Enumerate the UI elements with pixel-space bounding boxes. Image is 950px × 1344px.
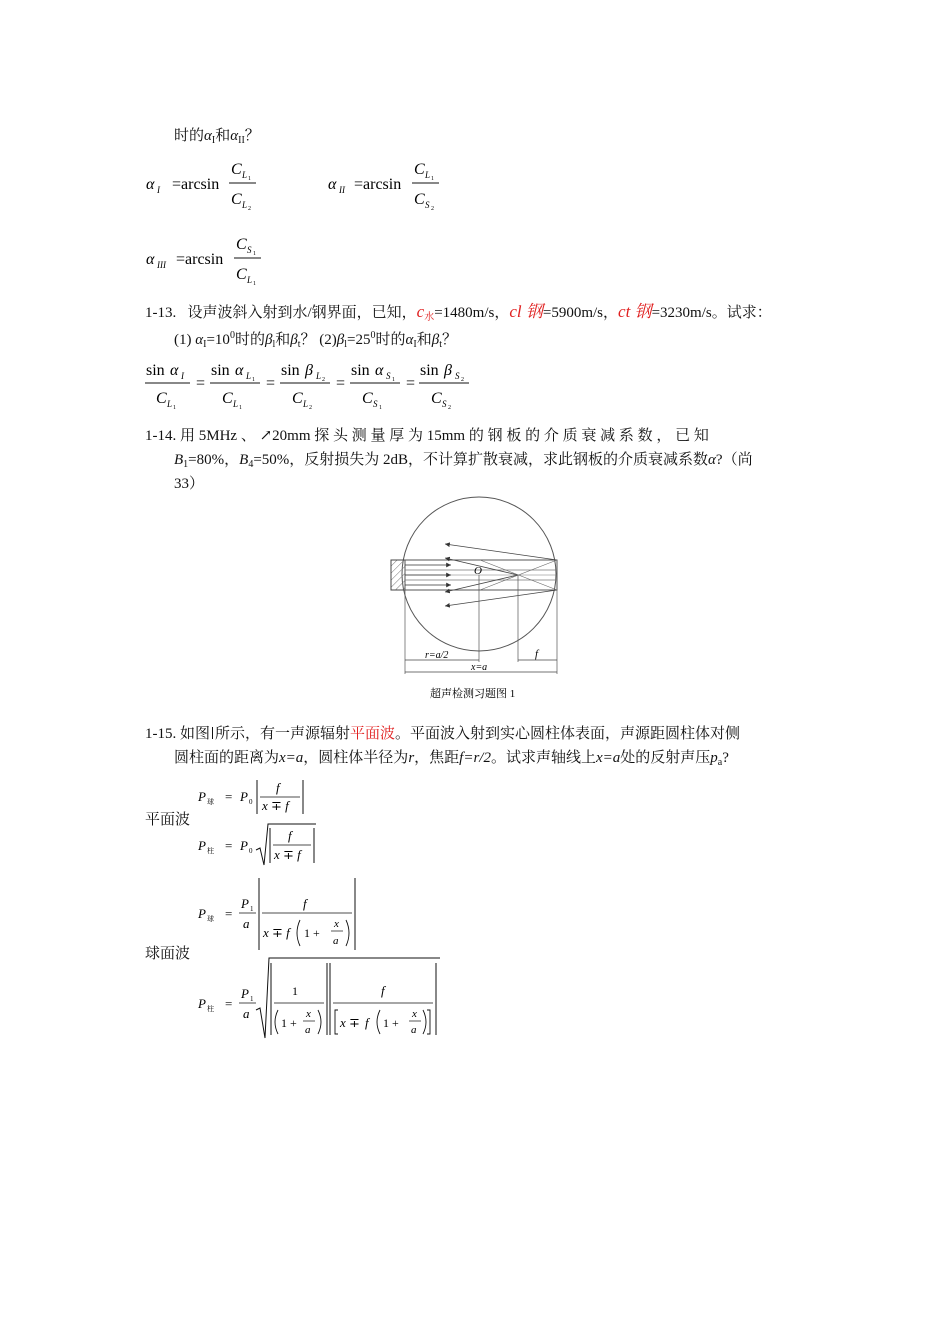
p-symbol: P xyxy=(240,789,248,804)
subsubscript: 2 xyxy=(309,405,312,411)
formula-den: C xyxy=(231,191,242,208)
subscript: II xyxy=(238,135,245,146)
text-fragment: 所示，有一声源辐射 xyxy=(215,726,351,742)
equals-sign: = xyxy=(225,906,233,921)
formula-lhs: α xyxy=(146,251,155,268)
subscript: 0 xyxy=(249,798,253,806)
subscript: I xyxy=(413,339,417,350)
subscript: I xyxy=(203,339,207,350)
sin-text: sin xyxy=(211,362,230,379)
formula-alpha-iii xyxy=(146,236,261,287)
subscript: S xyxy=(373,399,378,409)
question-1-14-line1 xyxy=(145,424,709,448)
text-fragment: 33） xyxy=(174,476,205,492)
p-symbol: P xyxy=(241,896,249,911)
snell-term-2 xyxy=(210,362,260,411)
subscript: I xyxy=(181,371,184,381)
formula-num-sub: L xyxy=(242,170,248,180)
figure-caption: 超声检测习题图 1 xyxy=(430,688,516,700)
formula-num: C xyxy=(236,236,247,253)
paren xyxy=(377,1010,380,1034)
c-water-value: =1480m/s， xyxy=(434,305,510,321)
superscript: 0 xyxy=(229,330,235,341)
snell-term-5 xyxy=(419,362,469,411)
formula-alpha-i xyxy=(146,161,256,212)
alpha-symbol: α xyxy=(195,332,204,348)
question-number: 1-14. xyxy=(145,428,177,444)
plane-wave-highlight: 平面波 xyxy=(350,726,396,742)
subscript: 1 xyxy=(183,459,189,470)
beta-symbol: β xyxy=(444,362,452,379)
subscript: S xyxy=(386,371,391,381)
text-fragment: ？ (2) xyxy=(300,332,337,348)
sin-text: sin xyxy=(281,362,300,379)
sin-text: sin xyxy=(420,362,439,379)
formula-num-subsub: 1 xyxy=(248,176,251,182)
formula-den: C xyxy=(236,266,247,283)
snell-term-3 xyxy=(280,362,330,411)
subscript: a xyxy=(717,757,723,768)
bracket xyxy=(427,1010,430,1034)
formula-den-subsub: 2 xyxy=(248,206,251,212)
formula-num-sub: L xyxy=(425,170,431,180)
subsubscript: 2 xyxy=(448,405,451,411)
a-symbol: a xyxy=(411,1024,417,1036)
plane-ball-formula xyxy=(197,780,303,814)
plane-column-formula xyxy=(197,824,316,865)
formula-num: C xyxy=(414,161,425,178)
question-1-15-line1 xyxy=(145,722,740,746)
math-fragment: f=r/2 xyxy=(459,750,491,766)
x-symbol: x xyxy=(306,1008,311,1020)
one: 1 xyxy=(292,984,298,998)
text-fragment: ，圆柱体半径为 xyxy=(303,750,409,766)
subscript: I xyxy=(211,135,216,146)
alpha-symbol: α xyxy=(230,128,239,144)
text-fragment: 时的 xyxy=(375,332,406,348)
a-symbol: a xyxy=(305,1024,311,1036)
text-fragment: =80%， xyxy=(188,452,240,468)
equals-sign: = xyxy=(225,789,233,804)
p-symbol: P xyxy=(198,838,206,853)
c-symbol: C xyxy=(222,390,233,407)
text-fragment: 圆柱面的距离为 xyxy=(174,750,280,766)
subscript: 0 xyxy=(249,847,253,855)
text-fragment: 如图 xyxy=(180,726,211,742)
prev-question-tail xyxy=(174,124,260,153)
text-fragment: 用 5MHz 、 ↗20mm 探 头 测 量 厚 为 15mm 的 钢 板 的 介 质 衰 减 系 数 ， 已 知 xyxy=(180,428,709,444)
subscript: 水 xyxy=(424,312,435,323)
c-symbol: C xyxy=(156,390,167,407)
text-fragment: 和 xyxy=(215,128,231,144)
snell-law-formula xyxy=(140,352,480,418)
formula-num: C xyxy=(231,161,242,178)
text-fragment: ？ xyxy=(244,128,260,144)
subscript: l xyxy=(272,339,276,350)
sphere-column-formula xyxy=(197,958,440,1038)
text-fragment: 。平面波入射到实心圆柱体表面，声源距圆柱体对侧 xyxy=(395,726,741,742)
subscript: l xyxy=(344,339,348,350)
formula-lhs: α xyxy=(328,176,337,193)
subsubscript: 1 xyxy=(173,405,176,411)
subscript: 柱 xyxy=(207,847,214,855)
text-fragment: ，焦距 xyxy=(414,750,460,766)
reflected-ray xyxy=(445,590,557,606)
subscript: 球 xyxy=(207,798,214,806)
p-symbol: p xyxy=(710,750,718,766)
x-minus-plus: x ∓ xyxy=(340,1015,360,1030)
paren xyxy=(297,920,300,946)
paren xyxy=(318,1010,321,1034)
subscript: L xyxy=(316,371,322,381)
prev-answer-formulas xyxy=(140,152,480,292)
subscript: 1 xyxy=(250,905,254,913)
text-fragment: =10 xyxy=(206,332,230,348)
formula-num-subsub: 1 xyxy=(253,251,256,257)
figure-ref-mark xyxy=(212,727,213,739)
x-symbol: x xyxy=(334,918,339,930)
f-symbol: f xyxy=(288,828,292,843)
text-fragment: =25 xyxy=(347,332,371,348)
x-symbol: x xyxy=(412,1008,417,1020)
p-symbol: P xyxy=(241,986,249,1001)
cl-steel-value: =5900m/s， xyxy=(542,305,619,321)
subsubscript: 1 xyxy=(392,377,395,383)
c-water-symbol: c xyxy=(416,302,425,321)
text-fragment: ？ xyxy=(442,332,458,348)
formula-op: =arcsin xyxy=(176,251,224,268)
formula-op: =arcsin xyxy=(172,176,220,193)
subscript: t xyxy=(297,339,301,350)
text-fragment: 和 xyxy=(416,332,432,348)
center-label: O xyxy=(474,565,482,577)
a-symbol: a xyxy=(243,1006,250,1021)
text-fragment: 时的 xyxy=(174,128,205,144)
equals-sign: = xyxy=(266,375,276,392)
question-1-14-line3 xyxy=(174,472,204,496)
sin-text: sin xyxy=(146,362,165,379)
b-symbol: B xyxy=(239,452,249,468)
paren xyxy=(275,1010,278,1034)
math-fragment: x=a xyxy=(595,750,621,766)
subscript: 柱 xyxy=(207,1005,214,1013)
paren xyxy=(346,920,349,946)
formula-den-sub: L xyxy=(247,275,253,285)
one-plus: 1 + xyxy=(304,926,320,940)
p-symbol: P xyxy=(198,906,206,921)
f-symbol: f xyxy=(303,896,307,911)
subsubscript: 1 xyxy=(252,377,255,383)
ct-steel-value: =3230m/s。试求： xyxy=(651,305,772,321)
subsubscript: 1 xyxy=(239,405,242,411)
distance-label: x=a xyxy=(471,662,488,673)
sphere-wave-label: 球面波 xyxy=(145,946,191,962)
formula-den-subsub: 1 xyxy=(253,281,256,287)
question-number: 1-15. xyxy=(145,726,177,742)
alpha-symbol: α xyxy=(204,128,212,144)
subscript: L xyxy=(233,399,239,409)
alpha-symbol: α xyxy=(405,332,414,348)
cl-steel-symbol: cl 钢 xyxy=(509,302,543,321)
denominator: x ∓ f xyxy=(262,798,289,813)
beta-symbol: β xyxy=(336,332,345,348)
text-fragment: 。试求声轴线上 xyxy=(490,750,596,766)
superscript: 0 xyxy=(370,330,376,341)
alpha-symbol: α xyxy=(235,362,244,379)
formula-num-sub: S xyxy=(247,245,252,255)
text-fragment: (1) xyxy=(174,332,192,348)
formula-den-subsub: 2 xyxy=(431,206,434,212)
c-symbol: C xyxy=(362,390,373,407)
one-plus: 1 + xyxy=(281,1016,297,1030)
subsubscript: 2 xyxy=(322,377,325,383)
paren xyxy=(423,1010,426,1034)
formula-den-sub: L xyxy=(242,200,248,210)
subscript: S xyxy=(442,399,447,409)
equals-sign: = xyxy=(225,996,233,1011)
radius-label: r=a/2 xyxy=(425,650,449,661)
f-symbol: f xyxy=(381,983,385,998)
text-fragment: 设声波斜入射到水/钢界面，已知， xyxy=(187,305,417,321)
equals-sign: = xyxy=(196,375,206,392)
b-symbol: B xyxy=(174,452,184,468)
text-fragment: 处的反射声压 xyxy=(620,750,711,766)
p-symbol: P xyxy=(198,789,206,804)
alpha-symbol: α xyxy=(375,362,384,379)
reflected-ray xyxy=(445,544,557,560)
subscript: L xyxy=(303,399,309,409)
math-fragment: x=a xyxy=(279,750,304,766)
text-fragment: ? xyxy=(722,750,729,766)
formula-alpha-ii xyxy=(328,161,439,212)
subscript: 球 xyxy=(207,915,214,923)
beta-symbol: β xyxy=(305,362,313,379)
ct-steel-symbol: ct 钢 xyxy=(618,302,652,321)
text-fragment: ?（尚 xyxy=(715,452,753,468)
a-symbol: a xyxy=(243,916,250,931)
text-fragment: =50%，反射损失为 2dB，不计算扩散衰减，求此钢板的介质衰减系数 xyxy=(253,452,709,468)
beta-symbol: β xyxy=(290,332,298,348)
formula-lhs-sub: III xyxy=(157,260,166,270)
formula-den: C xyxy=(414,191,425,208)
subsubscript: 2 xyxy=(461,377,464,383)
snell-term-1 xyxy=(145,362,190,411)
math-fragment: r xyxy=(408,750,415,766)
subscript: t xyxy=(439,339,442,350)
alpha-symbol: α xyxy=(708,452,716,468)
focal-label: f xyxy=(535,648,539,660)
equals-sign: = xyxy=(336,375,346,392)
subsubscript: 1 xyxy=(379,405,382,411)
subscript: L xyxy=(246,371,252,381)
text-fragment: 和 xyxy=(275,332,291,348)
sin-text: sin xyxy=(351,362,370,379)
bracket xyxy=(335,1010,338,1034)
equals-sign: = xyxy=(406,375,416,392)
p-symbol: P xyxy=(240,838,248,853)
formula-den-sub: S xyxy=(425,200,430,210)
beta-symbol: β xyxy=(431,332,440,348)
c-symbol: C xyxy=(431,390,442,407)
formula-lhs-sub: II xyxy=(339,185,345,195)
equals-sign: = xyxy=(225,838,233,853)
subscript: L xyxy=(167,399,173,409)
p-symbol: P xyxy=(198,996,206,1011)
question-1-14-line2 xyxy=(174,448,753,477)
f-symbol: f xyxy=(276,780,280,795)
ultrasonic-figure xyxy=(385,494,575,704)
subscript: 1 xyxy=(250,995,254,1003)
snell-term-4 xyxy=(350,362,400,411)
plane-wave-label: 平面波 xyxy=(145,812,191,828)
transducer xyxy=(391,560,405,590)
denominator: x ∓ f xyxy=(274,847,301,862)
answer-formulas xyxy=(190,770,460,1045)
subscript: S xyxy=(455,371,460,381)
beta-symbol: β xyxy=(264,332,273,348)
text-fragment: 时的 xyxy=(234,332,265,348)
formula-lhs: α xyxy=(146,176,155,193)
c-symbol: C xyxy=(292,390,303,407)
denominator: x ∓ f xyxy=(263,925,290,940)
sphere-ball-formula xyxy=(197,878,355,950)
formula-op: =arcsin xyxy=(354,176,402,193)
formula-lhs-sub: I xyxy=(157,185,160,195)
a-symbol: a xyxy=(333,935,339,947)
question-number: 1-13. xyxy=(145,305,177,321)
one-plus: 1 + xyxy=(383,1016,399,1030)
subscript: 4 xyxy=(248,459,254,470)
f-symbol: f xyxy=(365,1015,369,1030)
formula-num-subsub: 1 xyxy=(431,176,434,182)
alpha-symbol: α xyxy=(170,362,179,379)
